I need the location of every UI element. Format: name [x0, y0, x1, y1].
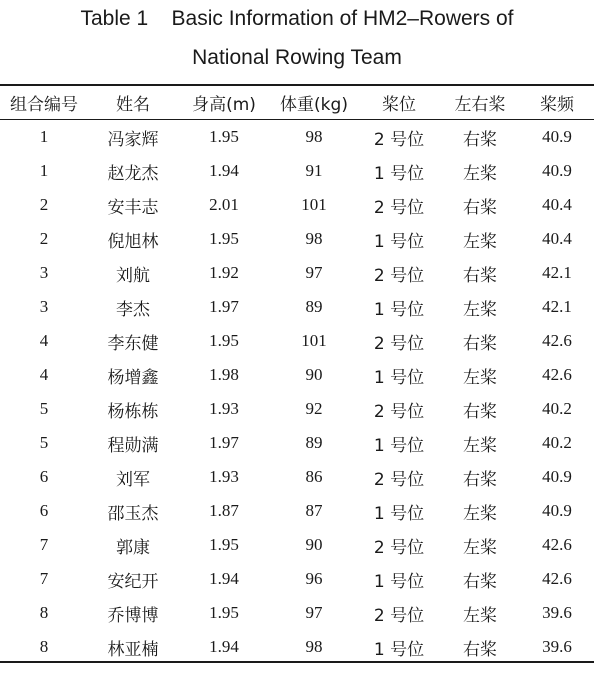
cell-stroke-rate: 42.6 [542, 535, 572, 554]
cell-height: 1.92 [209, 263, 239, 282]
cell-height: 1.93 [209, 467, 239, 486]
cell-side: 左桨 [463, 605, 497, 626]
cell-height: 1.93 [209, 399, 239, 418]
cell-weight: 90 [305, 365, 323, 384]
header-seat: 桨位 [382, 95, 416, 115]
cell-name: 程勋满 [107, 435, 159, 456]
cell-weight: 101 [301, 331, 327, 350]
cell-group-number: 8 [39, 603, 49, 622]
cell-stroke-rate: 42.1 [542, 263, 572, 282]
cell-weight: 98 [305, 127, 323, 146]
cell-group-number: 4 [39, 331, 49, 350]
cell-stroke-rate: 40.2 [542, 399, 572, 418]
cell-side: 左桨 [463, 367, 497, 388]
cell-height: 2.01 [209, 195, 239, 214]
table-body [0, 119, 594, 664]
cell-stroke-rate: 42.6 [542, 331, 572, 350]
header-weight: 体重(kg) [280, 95, 348, 115]
header-height: 身高(m) [192, 95, 256, 115]
cell-seat: 2 号位 [373, 197, 425, 218]
cell-group-number: 2 [39, 195, 49, 214]
table-header-row [0, 86, 594, 119]
cell-weight: 89 [305, 433, 323, 452]
cell-group-number: 3 [39, 263, 49, 282]
cell-side: 左桨 [463, 503, 497, 524]
cell-side: 左桨 [463, 537, 497, 558]
cell-seat: 2 号位 [373, 469, 425, 490]
cell-name: 刘军 [116, 469, 150, 490]
cell-name: 赵龙杰 [107, 163, 159, 184]
cell-seat: 1 号位 [373, 163, 425, 184]
cell-stroke-rate: 40.4 [542, 195, 572, 214]
table-row [0, 562, 594, 596]
cell-stroke-rate: 40.9 [542, 127, 572, 146]
cell-name: 倪旭林 [107, 231, 159, 252]
cell-group-number: 1 [39, 161, 49, 180]
table-row [0, 630, 594, 664]
cell-group-number: 6 [39, 467, 49, 486]
cell-side: 左桨 [463, 435, 497, 456]
table-row [0, 188, 594, 222]
cell-group-number: 5 [39, 433, 49, 452]
cell-weight: 91 [305, 161, 323, 180]
cell-side: 右桨 [463, 469, 497, 490]
cell-group-number: 5 [39, 399, 49, 418]
cell-side: 右桨 [463, 197, 497, 218]
cell-name: 乔博博 [107, 605, 159, 626]
cell-weight: 86 [305, 467, 323, 486]
cell-weight: 98 [305, 637, 323, 656]
cell-weight: 87 [305, 501, 323, 520]
cell-group-number: 7 [39, 569, 49, 588]
cell-side: 右桨 [463, 265, 497, 286]
cell-weight: 92 [305, 399, 323, 418]
cell-stroke-rate: 40.9 [542, 501, 572, 520]
cell-seat: 2 号位 [373, 333, 425, 354]
cell-side: 右桨 [463, 129, 497, 150]
table-row [0, 290, 594, 324]
cell-seat: 2 号位 [373, 265, 425, 286]
cell-seat: 1 号位 [373, 231, 425, 252]
header-name: 姓名 [116, 95, 150, 115]
cell-name: 安纪开 [107, 571, 159, 592]
cell-side: 右桨 [463, 639, 497, 660]
table-row [0, 358, 594, 392]
cell-group-number: 6 [39, 501, 49, 520]
cell-group-number: 1 [39, 127, 49, 146]
cell-side: 右桨 [463, 401, 497, 422]
cell-name: 邵玉杰 [107, 503, 159, 524]
table-caption-line-2: National Rowing Team [192, 46, 402, 69]
cell-weight: 97 [305, 263, 323, 282]
table-row [0, 596, 594, 630]
cell-stroke-rate: 39.6 [542, 603, 572, 622]
table-row [0, 256, 594, 290]
cell-side: 左桨 [463, 163, 497, 184]
cell-seat: 1 号位 [373, 639, 425, 660]
cell-seat: 2 号位 [373, 605, 425, 626]
cell-seat: 1 号位 [373, 435, 425, 456]
cell-height: 1.87 [209, 501, 239, 520]
cell-seat: 2 号位 [373, 401, 425, 422]
table-row [0, 119, 594, 154]
cell-group-number: 7 [39, 535, 49, 554]
cell-seat: 2 号位 [373, 537, 425, 558]
cell-height: 1.95 [209, 331, 239, 350]
cell-name: 安丰志 [107, 197, 159, 218]
cell-stroke-rate: 40.2 [542, 433, 572, 452]
table-row [0, 426, 594, 460]
cell-side: 右桨 [463, 571, 497, 592]
cell-seat: 2 号位 [373, 129, 425, 150]
cell-height: 1.98 [209, 365, 239, 384]
cell-stroke-rate: 40.9 [542, 467, 572, 486]
cell-weight: 98 [305, 229, 323, 248]
cell-name: 李杰 [116, 299, 150, 320]
cell-height: 1.94 [209, 569, 239, 588]
cell-stroke-rate: 40.4 [542, 229, 572, 248]
cell-height: 1.94 [209, 161, 239, 180]
table-row [0, 392, 594, 426]
header-stroke-rate: 桨频 [540, 95, 574, 115]
table-row [0, 222, 594, 256]
cell-name: 刘航 [116, 265, 150, 286]
cell-weight: 97 [305, 603, 323, 622]
cell-height: 1.97 [209, 433, 239, 452]
cell-name: 冯家辉 [107, 129, 159, 150]
table-caption-line-1: Table 1 Basic Information of HM2–Rowers of [80, 7, 514, 30]
cell-group-number: 3 [39, 297, 49, 316]
cell-name: 杨增鑫 [107, 367, 159, 388]
cell-group-number: 8 [39, 637, 49, 656]
cell-stroke-rate: 42.1 [542, 297, 572, 316]
cell-height: 1.94 [209, 637, 239, 656]
cell-weight: 96 [305, 569, 323, 588]
cell-name: 林亚楠 [107, 639, 159, 660]
cell-stroke-rate: 42.6 [542, 569, 572, 588]
cell-side: 左桨 [463, 231, 497, 252]
table-row [0, 324, 594, 358]
cell-seat: 1 号位 [373, 367, 425, 388]
rower-info-table [0, 86, 594, 664]
cell-stroke-rate: 40.9 [542, 161, 572, 180]
cell-stroke-rate: 39.6 [542, 637, 572, 656]
cell-seat: 1 号位 [373, 571, 425, 592]
cell-stroke-rate: 42.6 [542, 365, 572, 384]
cell-height: 1.97 [209, 297, 239, 316]
cell-weight: 101 [301, 195, 327, 214]
cell-height: 1.95 [209, 229, 239, 248]
table-row [0, 528, 594, 562]
cell-weight: 89 [305, 297, 323, 316]
header-side: 左右桨 [454, 95, 506, 115]
table-row [0, 494, 594, 528]
cell-seat: 1 号位 [373, 503, 425, 524]
cell-group-number: 4 [39, 365, 49, 384]
cell-height: 1.95 [209, 127, 239, 146]
cell-height: 1.95 [209, 603, 239, 622]
header-group-number: 组合编号 [10, 95, 78, 115]
table-row [0, 154, 594, 188]
table-row [0, 460, 594, 494]
cell-name: 李东健 [107, 333, 159, 354]
cell-side: 左桨 [463, 299, 497, 320]
cell-name: 杨栋栋 [107, 401, 159, 422]
cell-seat: 1 号位 [373, 299, 425, 320]
cell-group-number: 2 [39, 229, 49, 248]
cell-side: 右桨 [463, 333, 497, 354]
cell-height: 1.95 [209, 535, 239, 554]
cell-weight: 90 [305, 535, 323, 554]
cell-name: 郭康 [116, 537, 150, 558]
